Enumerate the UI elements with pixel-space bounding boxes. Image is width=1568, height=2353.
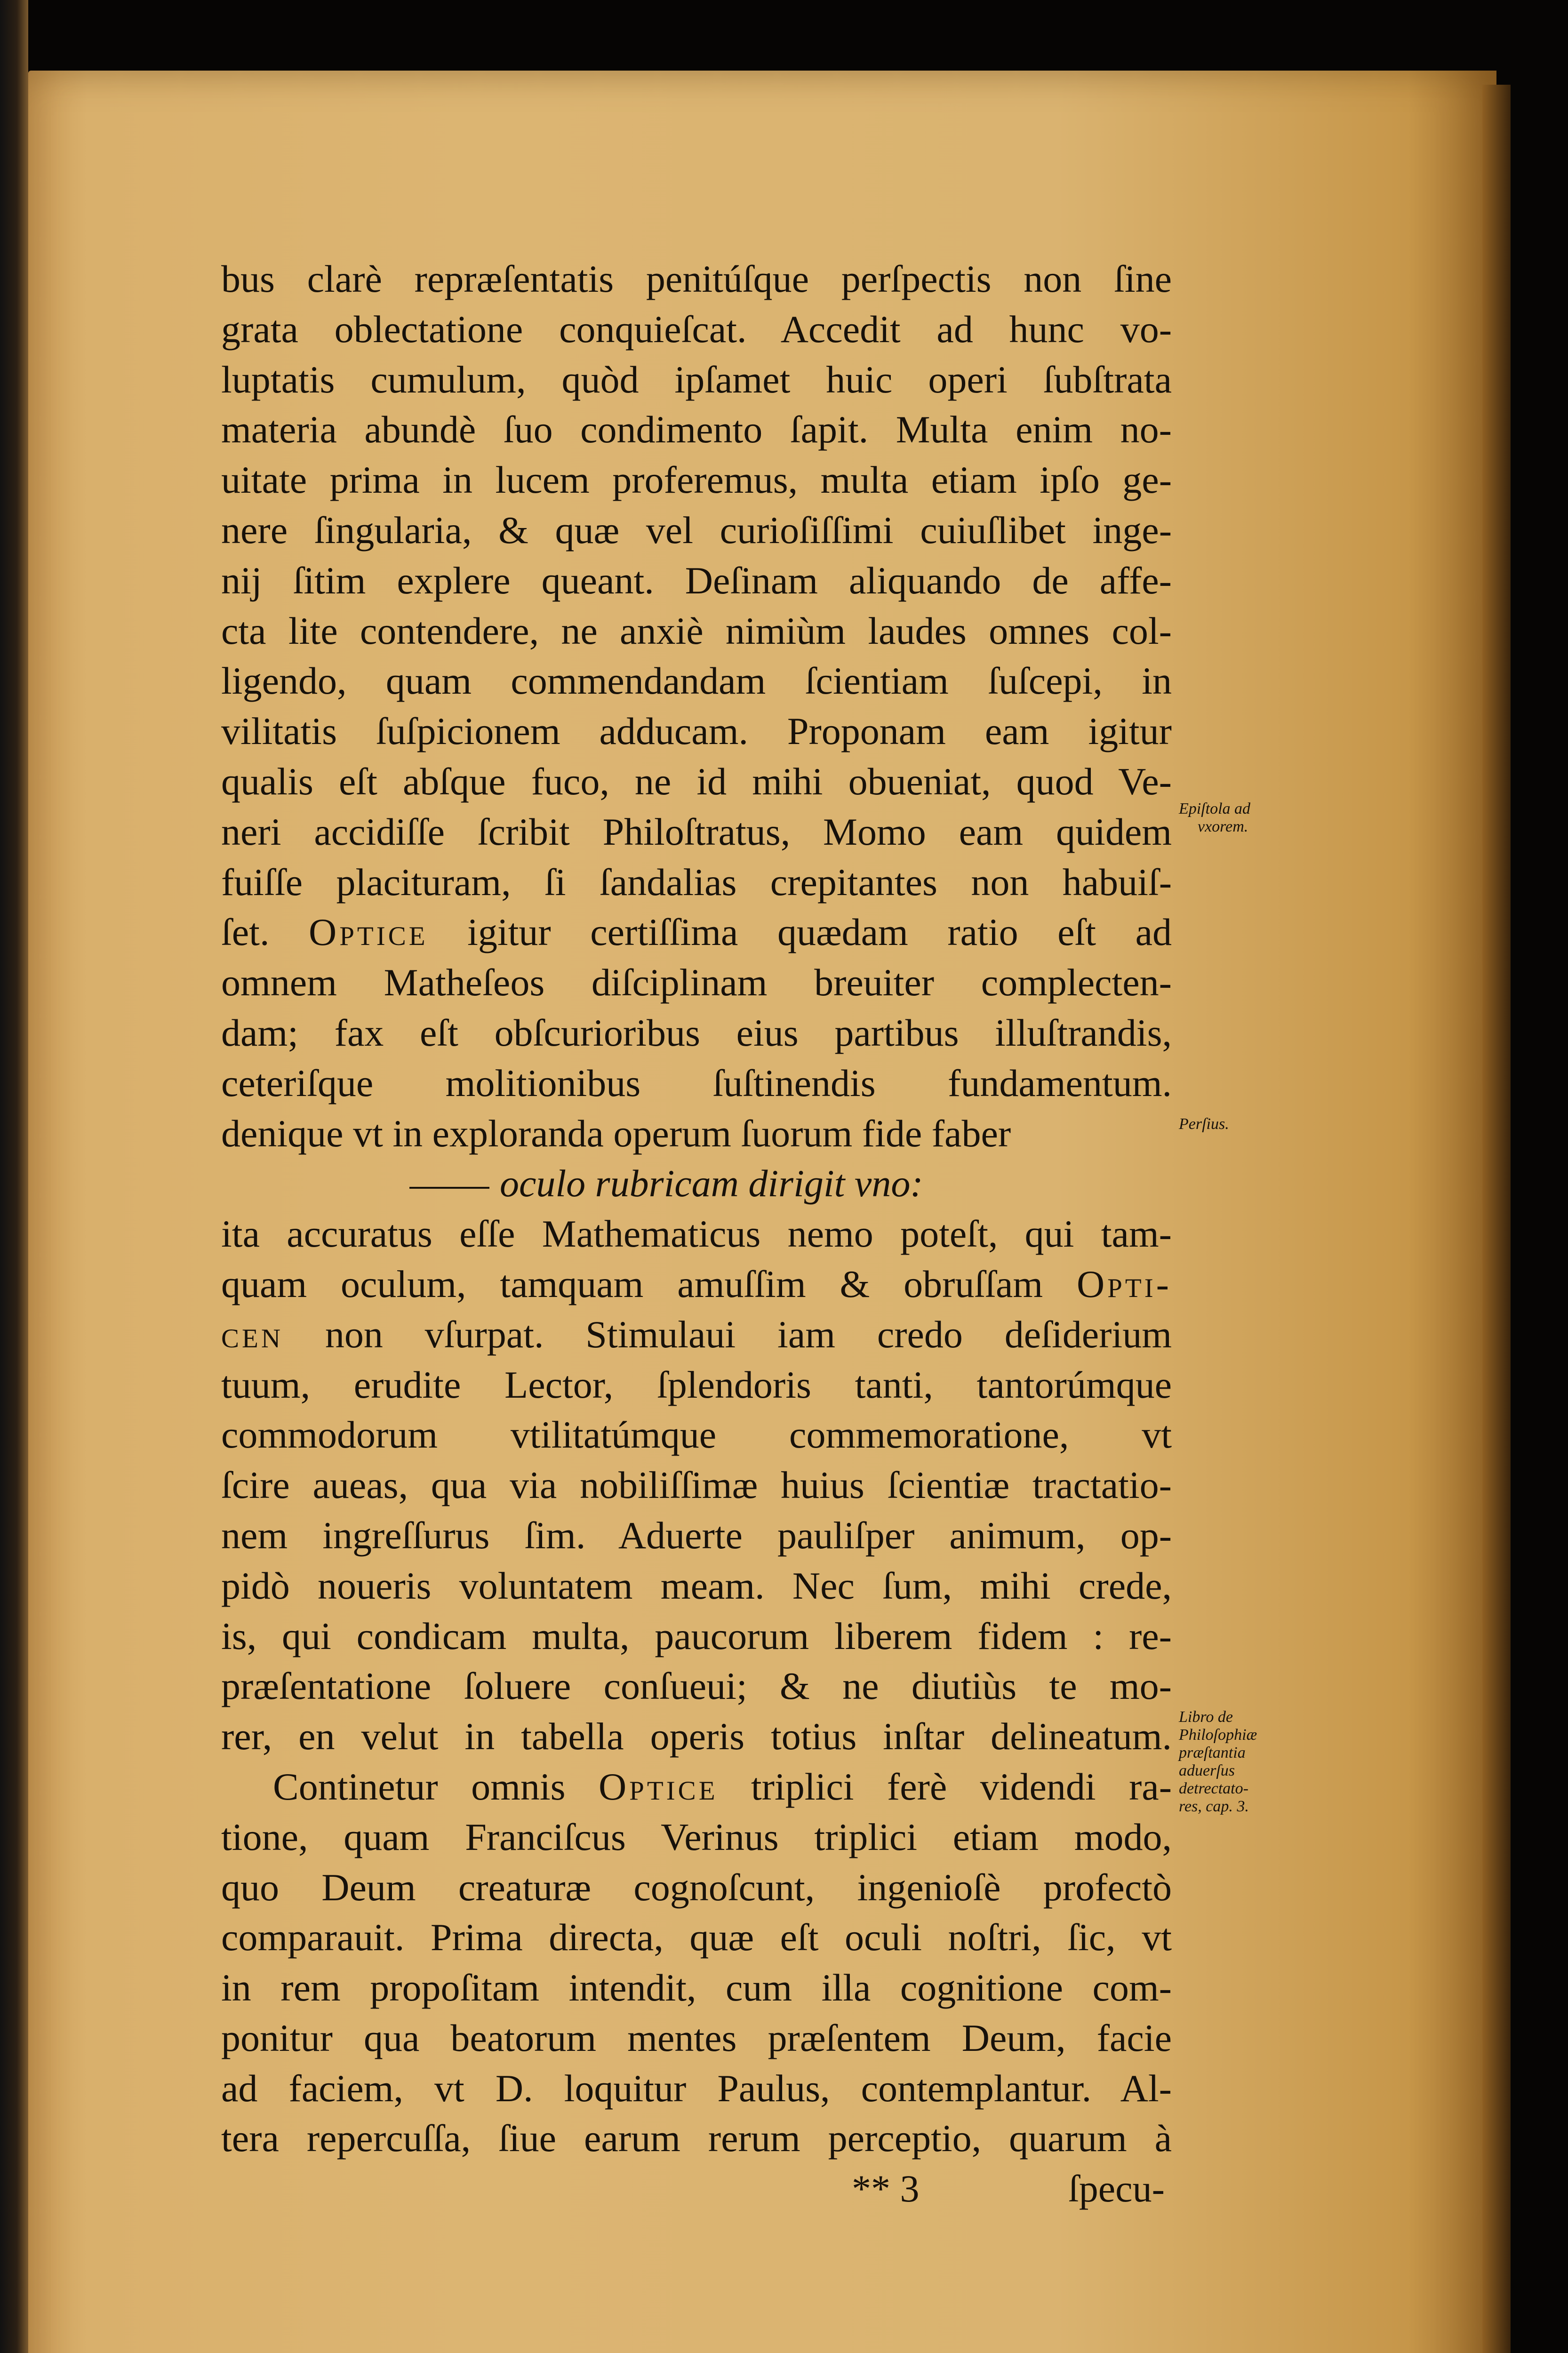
text-line: neri accidiſſe ſcribit Philoſtratus, Momo eam quidem <box>221 810 1172 853</box>
text-line <box>221 1310 1172 1360</box>
body-text <box>221 254 1172 2214</box>
text-line <box>221 907 1172 958</box>
text-fragment: non vſurpat. Stimulaui iam credo deſiderium <box>283 1313 1172 1356</box>
text-line: ita accuratus eſſe Mathematicus nemo poteſt, qui tam- <box>221 1212 1172 1256</box>
text-line: nere ſingularia, & quæ vel curioſiſſimi cuiuſlibet inge- <box>221 508 1172 552</box>
margin-note-line: aduerſus <box>1179 1762 1235 1779</box>
margin-note-line: res, cap. 3. <box>1179 1798 1249 1815</box>
optice-word: Optice <box>308 911 428 954</box>
margin-note-persius <box>1179 1115 1306 1133</box>
text-fragment: Continetur omnis <box>273 1765 599 1808</box>
optice-word: cen <box>221 1313 283 1356</box>
margin-note-line: Philoſophiæ <box>1179 1726 1257 1744</box>
text-line: uitate prima in lucem proferemus, multa etiam ipſo ge- <box>221 458 1172 502</box>
margin-note-line: Libro de <box>1179 1708 1233 1726</box>
text-line: rer, en velut in tabella operis totius inſtar delineatum. <box>221 1715 1172 1758</box>
text-line: luptatis cumulum, quòd ipſamet huic operi ſubſtrata <box>221 358 1172 401</box>
spine-shadow <box>0 0 28 2353</box>
margin-note-line: detrectato- <box>1179 1780 1248 1797</box>
optice-word: Optice <box>598 1765 718 1808</box>
margin-note-line: Perſius. <box>1179 1115 1229 1133</box>
text-line: præſentatione ſoluere conſueui; & ne diutiùs te mo- <box>221 1665 1172 1708</box>
text-line: ad faciem, vt D. loquitur Paulus, contemplantur. Al- <box>221 2066 1172 2110</box>
text-line: fuiſſe placituram, ſi ſandalias crepitantes non habuiſ- <box>221 860 1172 904</box>
quote-text: oculo rubricam dirigit vno: <box>500 1162 923 1205</box>
margin-note-line: vxorem. <box>1198 818 1248 835</box>
text-line: ſcire aueas, qua via nobiliſſimæ huius ſcientiæ tractatio- <box>221 1464 1172 1507</box>
text-line: nem ingreſſurus ſim. Aduerte pauliſper animum, op- <box>221 1513 1172 1557</box>
text-line <box>221 1762 1172 1812</box>
text-line: comparauit. Prima directa, quæ eſt oculi noſtri, ſic, vt <box>221 1916 1172 1959</box>
text-line: omnem Matheſeos diſciplinam breuiter complecten- <box>221 961 1172 1004</box>
text-line: ponitur qua beatorum mentes præſentem Deum, facie <box>221 2016 1172 2059</box>
text-line: tuum, erudite Lector, ſplendoris tanti, tantorúmque <box>221 1363 1172 1406</box>
text-fragment: triplici ferè videndi ra- <box>718 1765 1172 1808</box>
text-line: nij ſitim explere queant. Deſinam aliquando de affe- <box>221 559 1172 602</box>
text-line: ceteriſque molitionibus ſuſtinendis fundamentum. <box>221 1061 1172 1104</box>
text-fragment: ſet. <box>221 911 309 954</box>
text-line: materia abundè ſuo condimento ſapit. Multa enim no- <box>221 408 1172 451</box>
text-line: is, qui condicam multa, paucorum liberem fidem : re- <box>221 1614 1172 1657</box>
margin-note-epistola <box>1179 800 1306 836</box>
text-line: pidò noueris voluntatem meam. Nec ſum, mihi crede, <box>221 1564 1172 1607</box>
signature-mark: ** 3 <box>852 2167 920 2210</box>
text-line: dam; fax eſt obſcurioribus eius partibus illuſtrandis, <box>221 1011 1172 1054</box>
quote-dash <box>409 1187 489 1189</box>
text-fragment: quam oculum, tamquam amuſſim & obruſſam <box>221 1262 1077 1305</box>
text-line: in rem propoſitam intendit, cum illa cognitione com- <box>221 1966 1172 2009</box>
text-line: bus clarè repræſentatis penitúſque perſpectis non ſine <box>221 257 1172 300</box>
text-line: quo Deum creaturæ cognoſcunt, ingenioſè profectò <box>221 1865 1172 1909</box>
text-line <box>221 1259 1172 1310</box>
page-edge <box>1482 85 1511 2353</box>
text-line: commodorum vtilitatúmque commemoratione, vt <box>221 1413 1172 1457</box>
footer-line <box>221 2164 1172 2214</box>
text-line: ligendo, quam commendandam ſcientiam ſuſcepi, in <box>221 659 1172 703</box>
text-line: grata oblectatione conquieſcat. Accedit ad hunc vo- <box>221 307 1172 351</box>
margin-note-line: præſtantia <box>1179 1744 1246 1761</box>
text-line: vilitatis ſuſpicionem adducam. Proponam eam igitur <box>221 710 1172 753</box>
optice-word: Opti- <box>1076 1262 1172 1305</box>
quote-line <box>221 1159 1172 1209</box>
text-line: denique vt in exploranda operum ſuorum fide faber <box>221 1112 1011 1155</box>
text-line: cta lite contendere, ne anxiè nimiùm laudes omnes col- <box>221 609 1172 652</box>
text-line: qualis eſt abſque fuco, ne id mihi obueniat, quod Ve- <box>221 760 1172 803</box>
margin-note-libro <box>1179 1708 1306 1816</box>
catchword: ſpecu- <box>1068 2167 1165 2210</box>
text-line: tione, quam Franciſcus Verinus triplici etiam modo, <box>221 1815 1172 1858</box>
margin-note-line: Epiſtola ad <box>1179 800 1251 817</box>
text-line: tera repercuſſa, ſiue earum rerum perceptio, quarum à <box>221 2117 1172 2160</box>
text-fragment: igitur certiſſima quædam ratio eſt ad <box>428 911 1172 954</box>
